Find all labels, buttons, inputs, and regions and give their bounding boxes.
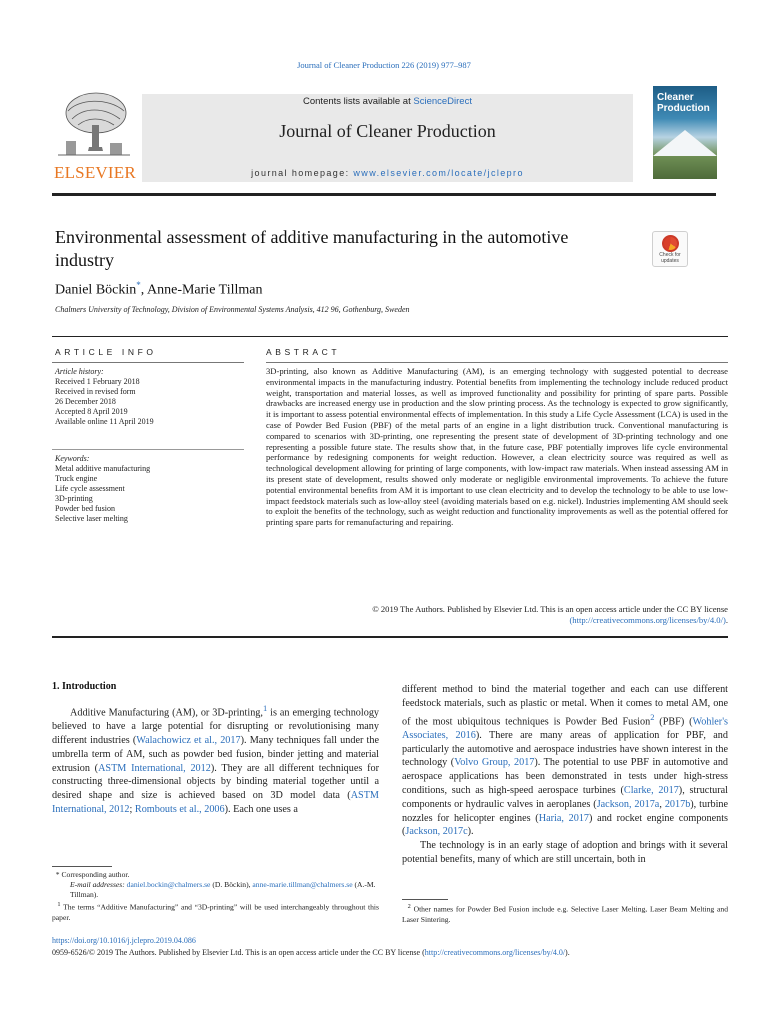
footer-license — [52, 948, 752, 957]
crossmark-icon — [662, 235, 679, 252]
body-text: ). Many techniques fall under the umbrella term of AM, such as powder bed fusion, binder jetting and material extrusion ( — [52, 734, 379, 774]
paragraph: The technology is in an early stage of adoption and brings with it several potential benefits, many of which are still uncertain, both in — [402, 840, 728, 865]
keyword-item: 3D-printing — [55, 494, 93, 503]
sciencedirect-link[interactable]: ScienceDirect — [413, 96, 472, 107]
copyright-end: . — [725, 615, 728, 625]
reference-link[interactable]: ASTM International, 2012 — [52, 790, 379, 815]
email-label: E-mail addresses: — [70, 880, 125, 889]
body-text: ). The potential to use PBF in automotive and aerospace applications has been demonstrated in tests under high-stress conditions, such as high-speed aerospace turbines ( — [402, 757, 729, 796]
reference-link[interactable]: Volvo Group, 2017 — [454, 757, 535, 769]
footnote-emails — [52, 880, 379, 900]
affiliation: Chalmers University of Technology, Division of Environmental Systems Analysis, 412 96, Gothenburg, Sweden — [55, 305, 410, 314]
reference-link[interactable]: Jackson, 2017a — [596, 798, 660, 810]
history-label: Article history: — [55, 367, 104, 376]
footnote-text: (A.-M. Tillman). — [70, 880, 376, 899]
keyword-item: Truck engine — [55, 474, 98, 483]
footnote-text: The terms “Additive Manufacturing” and “3D-printing” will be used interchangeably throughout this paper. — [52, 902, 380, 922]
body-text: , — [659, 798, 665, 810]
elsevier-tree-icon — [58, 89, 130, 159]
body-text: ), structural components or hydraulic valves in aeroplanes ( — [402, 784, 728, 810]
history-item: Received 1 February 2018 — [55, 377, 140, 386]
keyword-item: Life cycle assessment — [55, 484, 125, 493]
reference-link[interactable]: Haria, 2017 — [538, 812, 590, 824]
license-text: 0959-6526/© 2019 The Authors. Published by Elsevier Ltd. This is an open access article under the CC BY license ( — [52, 948, 425, 957]
body-text: different method to bind the material together and each can use different feedstock materials, such as plastic or metal. When it comes to metal AM, one of the most ubiquitous techniques is Powder Bed Fusion — [402, 684, 728, 727]
article-info-heading: ARTICLE INFO — [55, 347, 157, 357]
footnote-divider — [402, 899, 448, 900]
license-link[interactable]: http://creativecommons.org/licenses/by/4.0/ — [424, 948, 566, 957]
reference-link[interactable]: Rombouts et al., 2006 — [134, 803, 225, 815]
intro-left-column — [52, 702, 379, 817]
abstract-text: 3D-printing, also known as Additive Manufacturing (AM), is an emerging technology with suggested potential to decrease environmental impacts in the manufacturing industry. Potential benefits from implementing the technology include reduced product weight, transportation and material losses, as well as improved functionality and possibility for printing of spare parts. Possible drawbacks are increased energy use in production and the slow printing process. As the technology is expected to grow significantly, it is important to assess potential environmental effects of implementation. In this study a Life Cycle Assessment (LCA) is used in the case of Powder Bed Fusion (PBF) of the metal parts of an engine in a light distribution truck. Conventional manufacturing is compared to scenarios with 3D-printing, one representing the present state of development of 3D-printing technology and one representing a possible future state. The results show that, in the future case, PBF potentially improves life cycle environmental performance by redesigning components for weight reduction. However, a clean electricity source was required as well as technological development allowing for printing of large components, with low-impact raw materials. When instead assessing AM in its present state of development, results showed only moderate or negligible environmental improvements. To achieve the future potential environmental benefits from AM it is important to use clean electricity and to develop the technology to be able to use low-impact feedstock materials such as low-alloy steel (avoiding materials based on e.g. nickel). Industries implementing AM should seek to exploit the benefits of the technology, such as weight reduction and functionality improvements as well as the potential offered for printing spare parts for remanufacturing and repairing. — [266, 366, 728, 528]
author-name: Anne-Marie Tillman — [147, 282, 263, 298]
abstract-bottom-divider — [52, 636, 728, 638]
body-text: ; — [129, 803, 135, 815]
email-link[interactable]: anne-marie.tillman@chalmers.se — [252, 880, 353, 889]
footnote-text: Corresponding author. — [59, 870, 130, 879]
footnote-1 — [52, 900, 379, 923]
reference-link[interactable]: ASTM International, 2012 — [98, 762, 211, 774]
author-separator: , — [140, 282, 147, 298]
body-text: ). Each one uses a — [224, 803, 298, 815]
cover-title-line1: Cleaner — [657, 92, 694, 103]
doi-link[interactable]: https://doi.org/10.1016/j.jclepro.2019.04.086 — [52, 936, 196, 945]
body-text: ). There are many areas of application for PBF, and particularly the automotive and aerospace industries have shown interest in the technology ( — [402, 729, 728, 769]
license-link[interactable]: (http://creativecommons.org/licenses/by/4.0/) — [569, 615, 726, 625]
authors — [55, 280, 263, 299]
body-text: is an emerging technology believed to have a large potential for disrupting or revolutionising many different industries ( — [52, 707, 380, 746]
abstract-copyright — [266, 604, 728, 626]
crossmark-line1: Check for — [659, 252, 681, 258]
keywords-divider — [52, 449, 244, 450]
footnotes-left — [52, 870, 379, 923]
paragraph — [402, 683, 728, 839]
check-for-updates-button[interactable] — [652, 231, 688, 267]
history-item: Available online 11 April 2019 — [55, 417, 154, 426]
section-divider — [52, 336, 728, 337]
footnote-2 — [402, 902, 728, 925]
elsevier-logo[interactable] — [52, 85, 134, 184]
masthead — [52, 85, 716, 184]
journal-citation[interactable]: Journal of Cleaner Production 226 (2019) 977–987 — [297, 60, 471, 70]
footnote-1-link[interactable]: 1 — [262, 703, 268, 713]
intro-right-column — [402, 683, 728, 867]
license-text: ). — [565, 948, 570, 957]
body-text: ). They are all different techniques for constructing three-dimensional objects by binding material together until a desired shape and size is achieved based on 3D model data ( — [52, 762, 379, 802]
keywords — [55, 454, 243, 524]
reference-link[interactable]: Jackson, 2017c — [405, 826, 468, 838]
footnote-mark: 1 — [57, 901, 61, 908]
journal-homepage — [142, 168, 633, 178]
author-name: Daniel Böckin — [55, 282, 137, 298]
abstract-heading: ABSTRACT — [266, 347, 341, 357]
crossmark-line2: updates — [661, 257, 679, 264]
footnote-text: Other names for Powder Bed Fusion include e.g. Selective Laser Melting, Laser Beam Melting and Laser Sintering. — [402, 904, 728, 924]
body-text: Additive Manufacturing (AM), or 3D-printing, — [70, 707, 263, 719]
history-item: Accepted 8 April 2019 — [55, 407, 128, 416]
keyword-item: Powder bed fusion — [55, 504, 115, 513]
keyword-item: Metal additive manufacturing — [55, 464, 151, 473]
article-title: Environmental assessment of additive manufacturing in the automotive industry — [55, 227, 569, 270]
copyright-text: © 2019 The Authors. Published by Elsevier Ltd. This is an open access article under the CC BY license — [372, 604, 728, 614]
mountain-icon — [653, 130, 717, 156]
history-item: Received in revised form — [55, 387, 136, 396]
reference-link[interactable]: Walachowicz et al., 2017 — [136, 734, 241, 746]
keyword-item: Selective laser melting — [55, 514, 128, 523]
footnote-mark: 2 — [407, 903, 411, 910]
history-item: 26 December 2018 — [55, 397, 116, 406]
journal-cover-image[interactable] — [653, 86, 717, 179]
corresponding-author-link[interactable]: * — [136, 280, 141, 290]
cover-title — [657, 92, 710, 114]
masthead-divider — [52, 193, 716, 196]
footnote-text: (D. Böckin), — [210, 880, 253, 889]
article-info-divider — [52, 362, 244, 363]
abstract-divider — [266, 362, 728, 363]
body-text: ) and rocket engine components ( — [402, 812, 729, 838]
email-link[interactable]: daniel.bockin@chalmers.se — [126, 880, 211, 889]
contents-line — [142, 94, 633, 107]
homepage-link[interactable]: www.elsevier.com/locate/jclepro — [353, 168, 524, 178]
reference-link[interactable]: Clarke, 2017 — [623, 784, 679, 796]
article-history — [55, 367, 243, 427]
footnote-divider — [52, 866, 112, 867]
keywords-label: Keywords: — [55, 454, 90, 463]
cover-title-line2: Production — [657, 103, 710, 114]
homepage-prefix: journal homepage: — [251, 168, 354, 178]
body-text: ), turbine nozzles for helicopter engines ( — [402, 798, 729, 824]
body-text: ). — [467, 826, 474, 838]
contents-prefix: Contents lists available at — [303, 96, 414, 107]
journal-banner — [142, 94, 633, 182]
footnote-corresponding — [52, 870, 379, 880]
journal-name: Journal of Cleaner Production — [279, 121, 496, 141]
reference-link[interactable]: 2017b — [664, 798, 691, 810]
publisher-name: ELSEVIER — [54, 163, 136, 182]
reference-link[interactable]: Wohler's Associates, 2016 — [402, 715, 728, 741]
footnote-mark: * — [55, 870, 60, 879]
footnote-2-link[interactable]: 2 — [650, 711, 655, 722]
section-heading-introduction: 1. Introduction — [52, 681, 117, 692]
body-text: (PBF) ( — [654, 715, 693, 727]
